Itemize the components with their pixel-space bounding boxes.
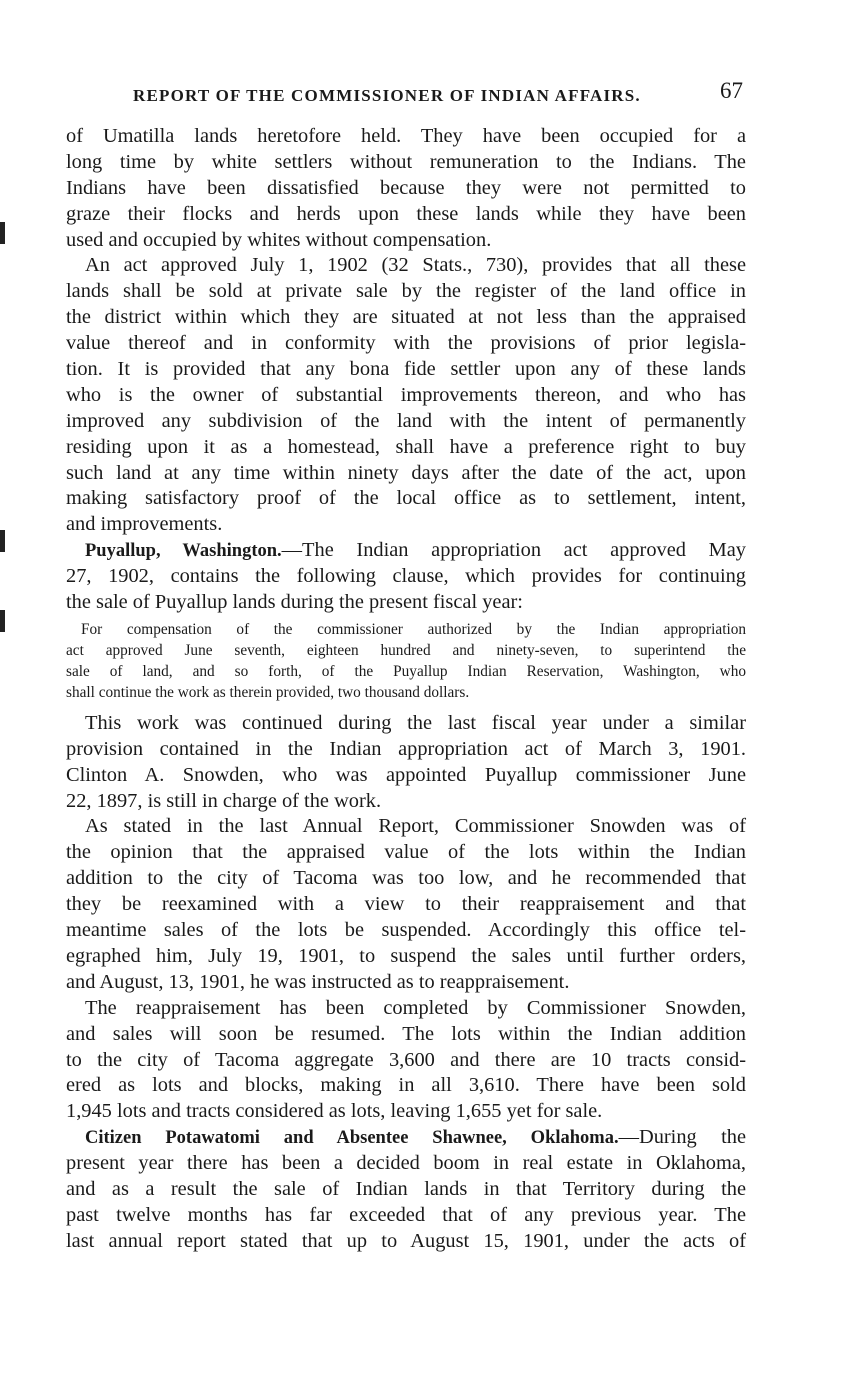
text-line: As stated in the last Annual Report, Commissioner Snowden was of: [85, 815, 746, 838]
paragraph-potawatomi: [66, 1125, 746, 1254]
quote-line: shall continue the work as therein provided, two thousand dollars.: [66, 683, 470, 701]
text-line: provision contained in the Indian appropriation act of March 3, 1901.: [66, 737, 746, 760]
text-line: Indians have been dissatisfied because they were not permitted to: [66, 176, 746, 199]
paragraph-puyallup: [66, 538, 746, 616]
text-line: used and occupied by whites without compensation.: [66, 228, 492, 251]
text-line: and sales will soon be resumed. The lots within the Indian addition: [66, 1022, 746, 1045]
quote-line: act approved June seventh, eighteen hundred and ninety-seven, to superintend the: [66, 641, 746, 659]
text-line: they be reexamined with a view to their reappraisement and that: [66, 893, 746, 916]
text-line: The reappraisement has been completed by Commissioner Snowden,: [85, 996, 746, 1019]
text-line: last annual report stated that up to August 15, 1901, under the acts of: [66, 1229, 746, 1252]
paragraph-reappraisement: [66, 996, 746, 1125]
paragraph-umatilla: [66, 124, 746, 253]
text-line: present year there has been a decided boom in real estate in Oklahoma,: [66, 1152, 746, 1175]
text-line: ered as lots and blocks, making in all 3,610. There have been sold: [66, 1074, 746, 1097]
text-line: meantime sales of the lots be suspended. Accordingly this office tel-: [66, 919, 746, 942]
quote-line: sale of land, and so forth, of the Puyallup Indian Reservation, Washington, who: [66, 662, 746, 680]
text-line: and improvements.: [66, 513, 223, 536]
text-line: who is the owner of substantial improvements thereon, and who has: [66, 383, 746, 406]
text-line: egraphed him, July 19, 1901, to suspend the sales until further orders,: [66, 944, 746, 967]
text-line: the opinion that the appraised value of the lots within the Indian: [66, 841, 746, 864]
text-line: value thereof and in conformity with the provisions of prior legisla-: [66, 332, 746, 355]
text-line: 22, 1897, is still in charge of the work.: [66, 789, 382, 812]
block-quote: [66, 619, 746, 703]
text-line: the sale of Puyallup lands during the present fiscal year:: [66, 591, 523, 614]
text-line: tion. It is provided that any bona fide settler upon any of these lands: [66, 358, 746, 381]
text-line: improved any subdivision of the land with the intent of permanently: [66, 409, 746, 432]
page-number: 67: [720, 78, 743, 103]
paragraph-work-continued: [66, 711, 746, 815]
text-line: and as a result the sale of Indian lands in that Territory during the: [66, 1177, 746, 1200]
binding-mark: [0, 610, 5, 632]
section-heading-puyallup: Puyallup, Washington.: [85, 541, 282, 562]
text-line: past twelve months has far exceeded that of any previous year. The: [66, 1203, 746, 1226]
text-line: to the city of Tacoma aggregate 3,600 and there are 10 tracts consid-: [66, 1048, 746, 1071]
page-header: [133, 78, 743, 114]
text-line: the district within which they are situated at not less than the appraised: [66, 306, 746, 329]
text-line: residing upon it as a homestead, shall have a preference right to buy: [66, 435, 746, 458]
text-line: addition to the city of Tacoma was too low, and he recommended that: [66, 867, 746, 890]
text-line: and August, 13, 1901, he was instructed as to reappraisement.: [66, 970, 570, 993]
text-line: long time by white settlers without remuneration to the Indians. The: [66, 150, 746, 173]
text-line: [66, 1125, 746, 1151]
text-line: making satisfactory proof of the local office as to settlement, intent,: [66, 487, 746, 510]
text-line: Clinton A. Snowden, who was appointed Puyallup commissioner June: [66, 763, 746, 786]
quote-line: For compensation of the commissioner authorized by the Indian appropriation: [81, 620, 746, 638]
text-line: An act approved July 1, 1902 (32 Stats., 730), provides that all these: [85, 254, 746, 277]
text-line: such land at any time within ninety days after the date of the act, upon: [66, 461, 746, 484]
text-line: This work was continued during the last fiscal year under a similar: [85, 711, 746, 734]
paragraph-annual-report: [66, 814, 746, 995]
text-run: —During the: [618, 1126, 746, 1149]
text-line: 27, 1902, contains the following clause, which provides for continuing: [66, 565, 746, 588]
text-line: lands shall be sold at private sale by the register of the land office in: [66, 280, 746, 303]
binding-mark: [0, 530, 5, 552]
text-line: [66, 538, 746, 564]
text-line: of Umatilla lands heretofore held. They have been occupied for a: [66, 125, 746, 147]
binding-mark: [0, 222, 5, 244]
text-line: 1,945 lots and tracts considered as lots, leaving 1,655 yet for sale.: [66, 1100, 603, 1123]
text-run: —The Indian appropriation act approved May: [281, 539, 746, 562]
text-line: graze their flocks and herds upon these lands while they have been: [66, 202, 746, 225]
section-heading-potawatomi: Citizen Potawatomi and Absentee Shawnee, Oklahoma.: [85, 1128, 619, 1149]
paragraph-act-1902: [66, 253, 746, 538]
running-head: REPORT OF THE COMMISSIONER OF INDIAN AFFAIRS.: [133, 86, 641, 105]
body-text: [66, 124, 746, 1255]
